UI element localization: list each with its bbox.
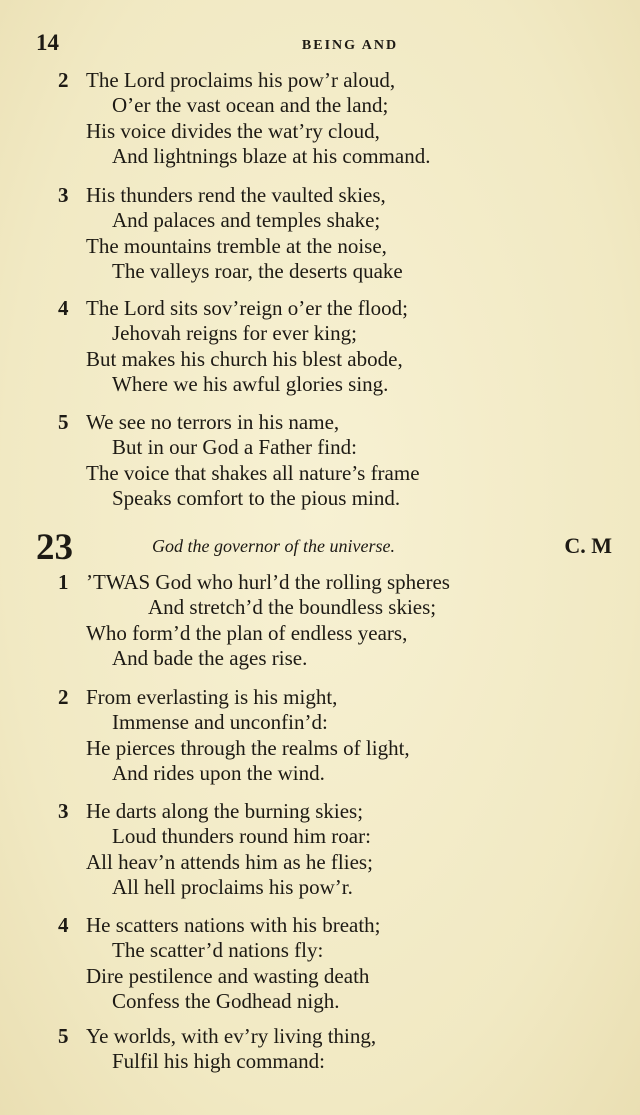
verse-line: Dire pestilence and wasting death [86,963,370,988]
stanza-prev-3 [58,183,628,285]
verse-line: O’er the vast ocean and the land; [112,93,389,118]
verse-line: The scatter’d nations fly: [112,938,324,963]
stanza-number: 4 [58,913,69,937]
verse-line: And bade the ages rise. [112,646,308,671]
verse-line: Speaks comfort to the pious mind. [112,486,401,511]
verse-line: All heav’n attends him as he flies; [86,849,373,874]
verse-line: The valleys roar, the deserts quake [112,259,403,284]
stanza-number: 2 [58,685,69,709]
running-title: BEING AND [301,38,399,53]
verse-line: We see no terrors in his name, [86,410,340,434]
stanza-number: 3 [58,183,69,207]
hymn-title: God the governor of the universe. [152,536,395,556]
verse-line: The Lord proclaims his pow’r aloud, [86,68,396,92]
verse-line: Fulfil his high command: [112,1049,325,1074]
verse-line: And rides upon the wind. [112,761,325,786]
stanza-number: 1 [58,570,69,594]
stanza-number: 5 [58,1024,69,1048]
verse-line: And stretch’d the boundless skies; [148,595,437,620]
verse-line: Where we his awful glories sing. [112,372,389,397]
stanza-number: 2 [58,68,69,92]
stanza-number: 5 [58,410,69,434]
hymn-meter: C. M [564,533,612,558]
verse-line: He pierces through the realms of light, [86,735,410,760]
verse-line: All hell proclaims his pow’r. [112,875,353,900]
stanza-new-1 [58,570,628,672]
verse-line: His thunders rend the vaulted skies, [86,183,386,207]
verse-line: And lightnings blaze at his command. [112,144,431,169]
stanza-new-2 [58,685,628,787]
verse-line: He darts along the burning skies; [86,799,364,823]
verse-line: Immense and unconfin’d: [112,710,328,735]
verse-line-dropcap: ’TWAS God who hurl’d the rolling spheres [86,570,450,594]
verse-line: The voice that shakes all nature’s frame [86,460,420,485]
verse-line: But in our God a Father find: [112,435,357,460]
page-number: 14 [36,30,59,55]
stanza-new-4 [58,913,628,1015]
hymn-number: 23 [36,527,73,568]
verse-line: Confess the Godhead nigh. [112,989,340,1014]
stanza-prev-5 [58,410,628,512]
verse-line: Ye worlds, with ev’ry living thing, [86,1024,377,1048]
hymn-header [36,526,614,566]
verse-line: Loud thunders round him roar: [112,824,371,849]
stanza-number: 4 [58,296,69,320]
stanza-new-5 [58,1024,628,1075]
verse-line: Jehovah reigns for ever king; [112,321,357,346]
verse-line: The mountains tremble at the noise, [86,233,387,258]
stanza-number: 3 [58,799,69,823]
stanza-prev-2 [58,68,628,170]
stanza-new-3 [58,799,628,901]
verse-line: The Lord sits sov’reign o’er the flood; [86,296,408,320]
page-header [36,30,604,60]
verse-line: And palaces and temples shake; [112,208,381,233]
verse-line: Who form’d the plan of endless years, [86,620,408,645]
verse-line: His voice divides the wat’ry cloud, [86,118,380,143]
verse-line: From everlasting is his might, [86,685,338,709]
verse-line: He scatters nations with his breath; [86,913,381,937]
verse-line: But makes his church his blest abode, [86,346,403,371]
stanza-prev-4 [58,296,628,398]
